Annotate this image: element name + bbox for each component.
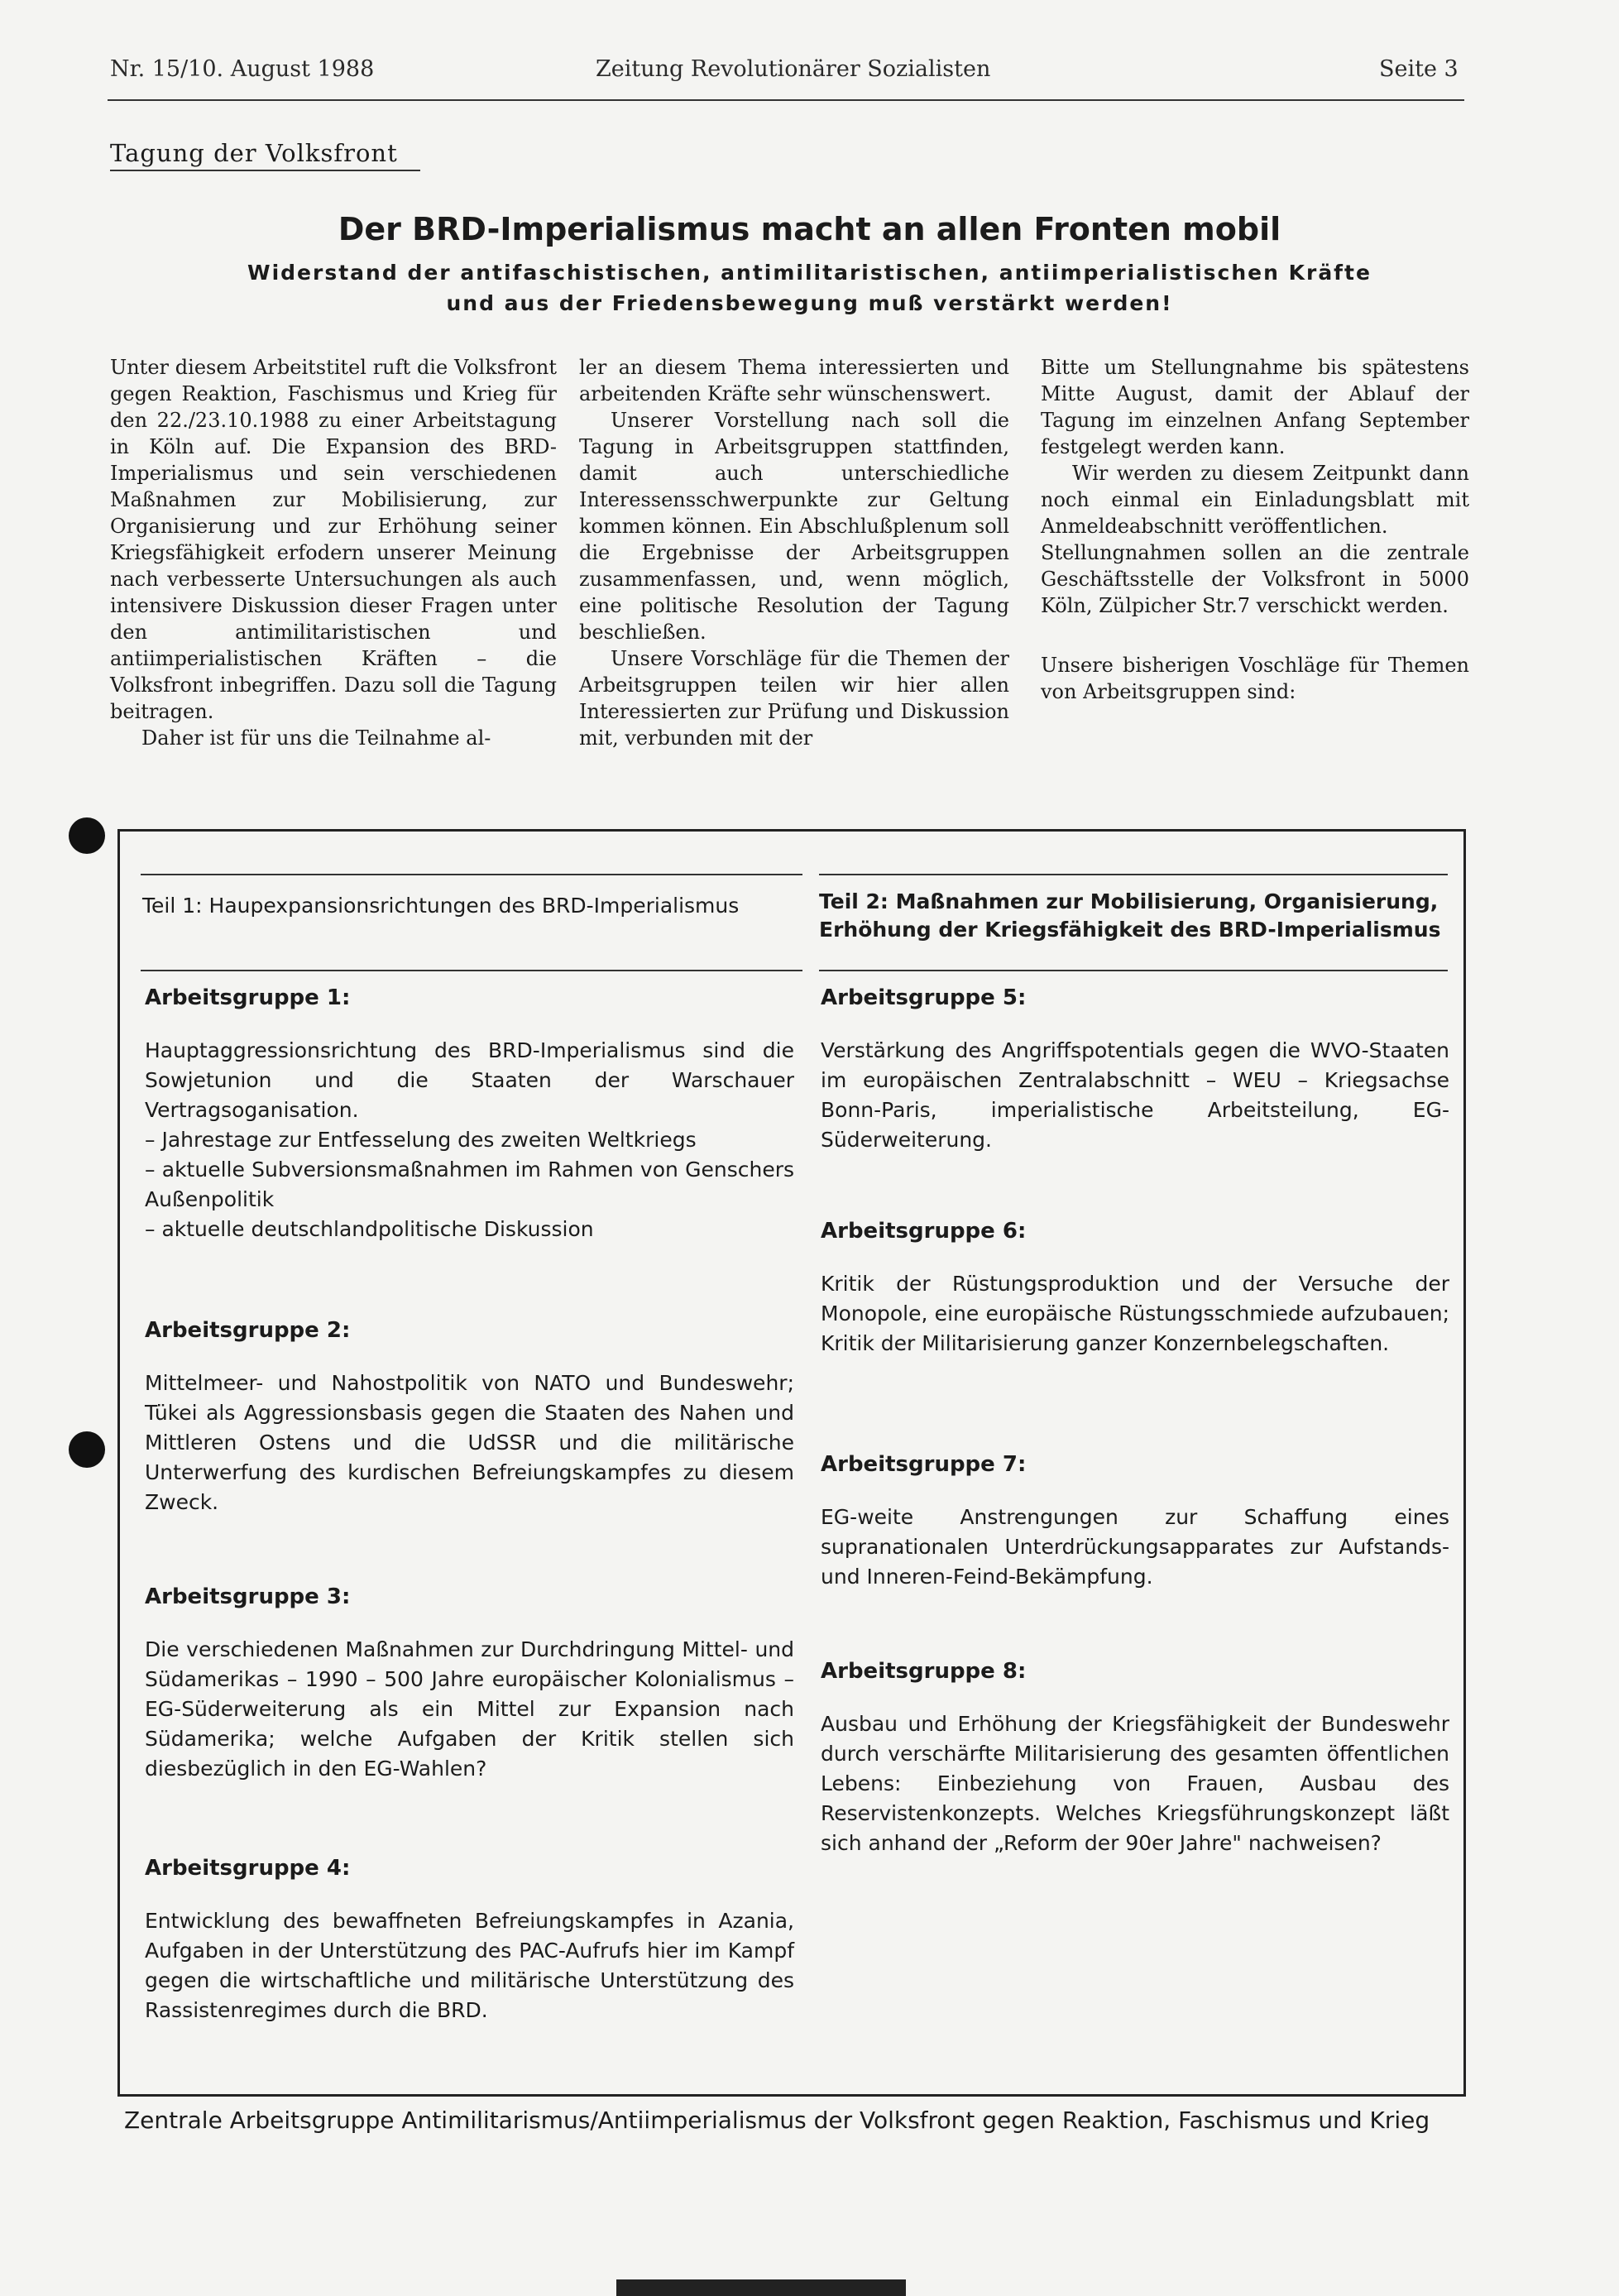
group-title: Arbeitsgruppe 7: bbox=[821, 1452, 1027, 1477]
group-title: Arbeitsgruppe 4: bbox=[145, 1856, 351, 1881]
part-1-heading: Teil 1: Haupexpansionsrichtungen des BRD-Imperialismus bbox=[142, 894, 740, 918]
group-text: Verstärkung des Angriffspotentials gegen die WVO-Staaten im europäischen Zentralabschnitt – WEU – Kriegsachse Bonn-Paris, imperialistische Arbeitsteilung, EG-Süderweiterung. bbox=[821, 1038, 1449, 1152]
working-group-8 bbox=[821, 1656, 1449, 1858]
headline: Der BRD-Imperialismus macht an allen Fronten mobil bbox=[338, 211, 1281, 247]
rule bbox=[141, 874, 802, 875]
group-text: Die verschiedenen Maßnahmen zur Durchdringung Mittel- und Südamerikas – 1990 – 500 Jahre europäischer Kolonialismus – EG-Süderweiterung als ein Mittel zur Expansion nach Südamerika; welche Aufgaben der Kritik stellen sich diesbezüglich in den EG-Wahlen? bbox=[145, 1637, 794, 1781]
group-title: Arbeitsgruppe 3: bbox=[145, 1584, 351, 1609]
paragraph: Wir werden zu diesem Zeitpunkt dann noch einmal ein Einladungsblatt mit Anmeldeabschnitt veröffentlichen. bbox=[1041, 462, 1469, 538]
newspaper-title: Zeitung Revolutionärer Sozialisten bbox=[596, 56, 991, 82]
rule bbox=[141, 970, 802, 971]
working-group-7 bbox=[821, 1450, 1449, 1592]
paragraph: ler an diesem Thema interessierten und arbeitenden Kräfte sehr wünschenswert. bbox=[579, 356, 1009, 405]
group-text: EG-weite Anstrengungen zur Schaffung eines supranationalen Unterdrückungsapparates zur Aufstands- und Inneren-Feind-Bekämpfung. bbox=[821, 1505, 1449, 1589]
paragraph: Unserer Vorstellung nach soll die Tagung in Arbeitsgruppen stattfinden, damit auch unterschiedliche Interessensschwerpunkte zur Geltung kommen können. Ein Abschlußplenum soll die Ergebnisse der Arbeitsgruppen zusammenfassen, und, wenn möglich, eine politische Resolution der Tagung beschließen. bbox=[579, 409, 1009, 644]
subheadline-line-1: Widerstand der antifaschistischen, antimilitaristischen, antiimperialistischen Kräfte bbox=[247, 261, 1372, 285]
article-column-2 bbox=[579, 354, 1009, 751]
working-group-3 bbox=[145, 1582, 794, 1784]
working-group-4 bbox=[145, 1853, 794, 2025]
working-group-1 bbox=[145, 983, 794, 1244]
section-label: Tagung der Volksfront bbox=[110, 139, 398, 167]
scan-artifact bbox=[616, 2279, 906, 2296]
paragraph: Unsere Vorschläge für die Themen der Arbeitsgruppen teilen wir hier allen Interessierten zur Prüfung und Diskussion mit, verbunden mit der bbox=[579, 647, 1009, 750]
list-item: – Jahrestage zur Entfesselung des zweiten Weltkriegs bbox=[145, 1128, 697, 1152]
group-title: Arbeitsgruppe 8: bbox=[821, 1659, 1027, 1684]
paragraph: Unsere bisherigen Voschläge für Themen von Arbeitsgruppen sind: bbox=[1041, 654, 1469, 703]
paragraph: Bitte um Stellungnahme bis spätestens Mitte August, damit der Ablauf der Tagung im einzelnen Anfang September festgelegt werden kann. bbox=[1041, 356, 1469, 458]
header-rule bbox=[108, 99, 1464, 101]
working-group-2 bbox=[145, 1316, 794, 1517]
rule bbox=[819, 970, 1448, 971]
paragraph: Stellungnahmen sollen an die zentrale Geschäftsstelle der Volksfront in 5000 Köln, Zülpicher Str.7 verschickt werden. bbox=[1041, 541, 1469, 617]
punch-hole bbox=[69, 1431, 105, 1468]
subheadline-line-2: und aus der Friedensbewegung muß verstärkt werden! bbox=[446, 291, 1173, 315]
group-title: Arbeitsgruppe 5: bbox=[821, 985, 1027, 1010]
group-title: Arbeitsgruppe 2: bbox=[145, 1318, 351, 1343]
footer-attribution: Zentrale Arbeitsgruppe Antimilitarismus/Antiimperialismus der Volksfront gegen Reaktion, Faschismus und Krieg bbox=[124, 2107, 1430, 2134]
article-column-1 bbox=[110, 354, 557, 751]
spacer bbox=[1041, 619, 1469, 652]
group-text: Mittelmeer- und Nahostpolitik von NATO und Bundeswehr; Tükei als Aggressionsbasis gegen die Staaten des Nahen und Mittleren Ostens und die UdSSR und die militärische Unterwerfung des kurdischen Befreiungskampfes zu diesem Zweck. bbox=[145, 1371, 794, 1514]
list-item: – aktuelle deutschlandpolitische Diskussion bbox=[145, 1217, 594, 1241]
list-item: – aktuelle Subversionsmaßnahmen im Rahmen von Genschers Außenpolitik bbox=[145, 1158, 794, 1211]
part-2-heading: Teil 2: Maßnahmen zur Mobilisierung, Organisierung, Erhöhung der Kriegsfähigkeit des BRD-Imperialismus bbox=[819, 889, 1441, 942]
paragraph: Unter diesem Arbeitstitel ruft die Volksfront gegen Reaktion, Faschismus und Krieg für den 22./23.10.1988 zu einer Arbeitstagung in Köln auf. Die Expansion des BRD-Imperialismus und sein verschiedenen Maßnahmen zur Mobilisierung, zur Organisierung und zur Erhöhung seiner Kriegsfähigkeit erfodern unserer Meinung nach verbesserte Untersuchungen als auch intensivere Diskussion dieser Fragen unter den antimilitaristischen und antiimperialistischen Kräften – die Volksfront inbegriffen. Dazu soll die Tagung beitragen. bbox=[110, 356, 557, 723]
group-text: Kritik der Rüstungsproduktion und der Versuche der Monopole, eine europäische Rüstungsschmiede aufzubauen; Kritik der Militarisierung ganzer Konzernbelegschaften. bbox=[821, 1272, 1449, 1355]
group-text: Entwicklung des bewaffneten Befreiungskampfes in Azania, Aufgaben in der Unterstützung des PAC-Aufrufs hier im Kampf gegen die wirtschaftliche und militärische Unterstützung des Rassistenregimes durch die BRD. bbox=[145, 1909, 794, 2022]
working-group-6 bbox=[821, 1216, 1449, 1359]
working-group-5 bbox=[821, 983, 1449, 1155]
rule bbox=[819, 874, 1448, 875]
punch-hole bbox=[69, 817, 105, 854]
page-number: Seite 3 bbox=[1379, 56, 1459, 82]
issue-number: Nr. 15/10. August 1988 bbox=[110, 56, 375, 82]
group-title: Arbeitsgruppe 6: bbox=[821, 1219, 1027, 1244]
group-text: Hauptaggressionsrichtung des BRD-Imperialismus sind die Sowjetunion und die Staaten der Warschauer Vertragsoganisation. bbox=[145, 1038, 794, 1122]
group-title: Arbeitsgruppe 1: bbox=[145, 985, 351, 1010]
article-column-3 bbox=[1041, 354, 1469, 705]
group-text: Ausbau und Erhöhung der Kriegsfähigkeit der Bundeswehr durch verschärfte Militarisierung des gesamten öffentlichen Lebens: Einbeziehung von Frauen, Ausbau des Reservistenkonzepts. Welches Kriegsführungskonzept läßt sich anhand der „Reform der 90er Jahre" nachweisen? bbox=[821, 1712, 1449, 1855]
section-underline bbox=[110, 170, 420, 171]
paragraph: Daher ist für uns die Teilnahme al- bbox=[141, 726, 491, 750]
